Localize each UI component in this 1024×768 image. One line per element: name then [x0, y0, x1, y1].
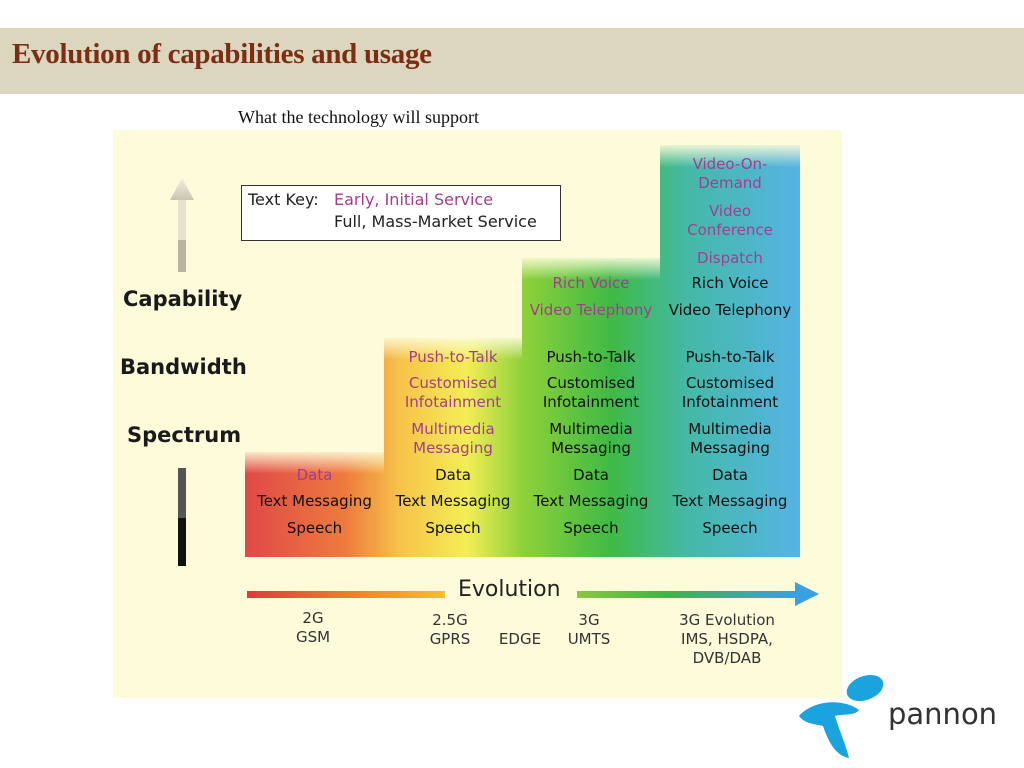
tech-2-5g: 2.5G GPRS — [429, 611, 471, 648]
capability-item: Video Telephony — [529, 301, 653, 319]
tech-3g-evolution: 3G Evolution IMS, HSDPA, DVB/DAB — [679, 611, 775, 667]
text-key-early: Early, Initial Service — [334, 190, 494, 209]
capability-item: Text Messaging — [257, 492, 372, 510]
capability-item: Video Telephony — [668, 301, 792, 319]
tech-edge: EDGE — [498, 630, 542, 648]
capability-item: Text Messaging — [672, 492, 788, 510]
capability-item: Text Messaging — [395, 492, 511, 510]
pannon-wordmark: pannon — [888, 697, 998, 731]
capability-item: Customised Infotainment — [681, 374, 779, 411]
bandwidth-label: Bandwidth — [120, 355, 247, 379]
capability-item: Dispatch — [697, 249, 763, 267]
spectrum-label: Spectrum — [127, 423, 242, 447]
capability-item: Multimedia Messaging — [688, 420, 772, 457]
capability-item: Data — [712, 466, 748, 484]
pannon-logo-icon — [793, 672, 887, 764]
evolution-label: Evolution — [458, 577, 561, 602]
capability-label: Capability — [123, 287, 243, 311]
capability-item: Speech — [425, 519, 481, 537]
text-key-full: Full, Mass-Market Service — [334, 212, 537, 231]
tech-3g: 3G UMTS — [567, 611, 611, 648]
capability-item: Text Messaging — [533, 492, 649, 510]
text-key-label: Text Key: — [248, 190, 319, 209]
capability-item: Data — [573, 466, 609, 484]
page-title: Evolution of capabilities and usage — [12, 38, 432, 70]
capability-item: Push-to-Talk — [685, 348, 775, 366]
capability-item: Rich Voice — [691, 274, 769, 292]
subtitle: What the technology will support — [238, 107, 479, 127]
capability-item: Rich Voice — [552, 274, 630, 292]
capability-item: Customised Infotainment — [542, 374, 640, 411]
capability-item: Push-to-Talk — [546, 348, 636, 366]
capability-item: Video-On-Demand — [692, 155, 768, 192]
tech-2g: 2G GSM — [295, 609, 331, 646]
capability-item: Speech — [286, 519, 343, 537]
capability-item: Customised Infotainment — [404, 374, 502, 411]
capability-item: Data — [435, 466, 471, 484]
capability-item: Multimedia Messaging — [411, 420, 495, 457]
capability-item: Multimedia Messaging — [549, 420, 633, 457]
capability-item: Push-to-Talk — [408, 348, 498, 366]
capability-item: Video Conference — [687, 202, 773, 239]
capability-item: Data — [296, 466, 333, 484]
capability-item: Speech — [563, 519, 619, 537]
capability-item: Speech — [702, 519, 758, 537]
